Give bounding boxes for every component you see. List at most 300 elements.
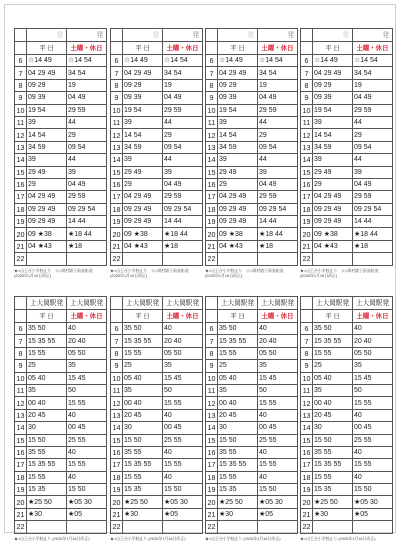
holiday-times: 35 — [353, 360, 393, 372]
holiday-times: 15 45 — [67, 372, 107, 384]
weekday-times: 00 40 — [218, 397, 258, 409]
hour-cell: 21 — [302, 510, 311, 520]
timetable-card — [14, 296, 101, 541]
hour-cell: 22 — [112, 254, 121, 264]
weekday-times: ★30 — [123, 508, 163, 520]
station-header-row — [15, 297, 107, 310]
weekday-times: 00 40 — [313, 397, 353, 409]
holiday-times: 15 45 — [163, 372, 203, 384]
hour-row — [301, 178, 393, 190]
hour-cell: 21 — [16, 510, 25, 520]
hour-row — [301, 335, 393, 347]
hour-cell: 13 — [207, 410, 216, 420]
hour-row — [206, 129, 298, 141]
hour-cell: 20 — [112, 497, 121, 507]
hour-cell: 22 — [112, 522, 121, 532]
hour-cell: 18 — [112, 204, 121, 214]
hour-cell: 17 — [302, 460, 311, 470]
station-name-holiday: 発 — [67, 29, 107, 42]
hour-cell: 12 — [16, 130, 25, 140]
hour-row — [15, 79, 107, 91]
hour-row — [301, 92, 393, 104]
hour-cell: 18 — [16, 472, 25, 482]
weekday-times: ★25 50 — [27, 496, 67, 508]
weekday-times: 09 39 — [313, 92, 353, 104]
weekday-times: 09 29 49 — [27, 203, 67, 215]
hour-cell: 14 — [302, 423, 311, 433]
holiday-times: 25 55 — [163, 434, 203, 446]
weekday-times: 04 29 49 — [27, 67, 67, 79]
station-name-holiday: 発 — [258, 29, 298, 42]
hour-cell: 17 — [16, 192, 25, 202]
holiday-times: 29 59 — [353, 104, 393, 116]
weekday-times: 29 — [27, 178, 67, 190]
hour-header-blank — [111, 29, 123, 42]
hour-cell: 10 — [16, 373, 25, 383]
holiday-times: 09 29 54 — [353, 203, 393, 215]
weekday-times: 15 35 55 — [27, 459, 67, 471]
hour-row — [206, 55, 298, 67]
holiday-header: 土曜・休日 — [163, 310, 203, 323]
hour-cell: 17 — [302, 192, 311, 202]
hour-cell: 20 — [302, 229, 311, 239]
holiday-times: 39 — [353, 166, 393, 178]
weekday-times: 15 35 — [123, 484, 163, 496]
footnote-legend: ★=山王台小学校止り ☆=岡村園子前発始発 — [14, 267, 93, 273]
hour-row — [301, 166, 393, 178]
weekday-times: 20 45 — [313, 409, 353, 421]
timetable-card — [205, 296, 292, 541]
timetable-card — [110, 296, 197, 541]
holiday-times: 20 40 — [353, 335, 393, 347]
hour-cell: 10 — [112, 105, 121, 115]
holiday-times: 19 — [258, 79, 298, 91]
holiday-times — [258, 253, 298, 265]
hour-row — [111, 484, 203, 496]
hour-row — [301, 240, 393, 252]
hour-row — [111, 372, 203, 384]
hour-row — [15, 446, 107, 458]
holiday-times: 00 45 — [258, 422, 298, 434]
hour-row — [111, 166, 203, 178]
hour-cell: 22 — [302, 254, 311, 264]
hour-row — [111, 129, 203, 141]
hour-cell: 15 — [302, 435, 311, 445]
hour-cell: 13 — [302, 142, 311, 152]
holiday-times: 14 44 — [67, 216, 107, 228]
hour-header-blank — [206, 42, 218, 55]
holiday-times: 39 — [67, 166, 107, 178]
weekday-times: 04 29 49 — [313, 67, 353, 79]
weekday-times: 20 45 — [27, 409, 67, 421]
weekday-times: 35 — [313, 384, 353, 396]
hour-row — [206, 471, 298, 483]
hour-row — [15, 409, 107, 421]
hour-cell: 8 — [15, 79, 27, 91]
hour-row — [301, 360, 393, 372]
hour-header-blank — [111, 297, 123, 310]
hour-row — [111, 521, 203, 533]
hour-cell: 9 — [111, 92, 123, 104]
weekday-times: 09 29 — [313, 79, 353, 91]
hour-cell: 18 — [302, 204, 311, 214]
holiday-times: ☆14 54 — [353, 55, 393, 67]
weekday-times — [27, 253, 67, 265]
hour-cell: 16 — [207, 180, 216, 190]
hour-cell: 9 — [301, 92, 313, 104]
weekday-times: 09 29 — [27, 79, 67, 91]
weekday-times: 04 29 49 — [27, 191, 67, 203]
station-name-weekday: 上大岡駅発 — [218, 297, 258, 310]
holiday-times: 40 — [67, 409, 107, 421]
weekday-times: 14 54 — [27, 129, 67, 141]
holiday-times: 04 49 — [163, 92, 203, 104]
hour-cell: 21 — [16, 242, 25, 252]
holiday-times: 29 — [67, 129, 107, 141]
hour-header-blank — [301, 29, 313, 42]
hour-row — [15, 434, 107, 446]
holiday-times: ★18 — [258, 240, 298, 252]
weekday-times: 19 54 — [123, 104, 163, 116]
weekday-times: 25 — [313, 360, 353, 372]
weekday-times: 30 — [123, 422, 163, 434]
weekday-times: 09 ★38 — [218, 228, 258, 240]
weekday-times: ★25 50 — [218, 496, 258, 508]
station-name-weekday: 発 — [27, 29, 67, 42]
hour-cell: 19 — [302, 485, 311, 495]
hour-row — [206, 191, 298, 203]
hour-cell: 20 — [302, 497, 311, 507]
station-header-row — [111, 297, 203, 310]
weekday-times — [123, 521, 163, 533]
holiday-times: 15 55 — [258, 397, 298, 409]
holiday-times: 09 29 54 — [163, 203, 203, 215]
hour-cell: 8 — [301, 347, 313, 359]
hour-row — [111, 323, 203, 335]
holiday-times: ★18 — [353, 240, 393, 252]
weekday-times: 00 40 — [123, 397, 163, 409]
holiday-times: 39 — [258, 166, 298, 178]
hour-cell: 9 — [301, 360, 313, 372]
holiday-times: ★05 30 — [163, 496, 203, 508]
hour-row — [301, 253, 393, 265]
hour-header-blank — [15, 29, 27, 42]
hour-cell: 16 — [302, 448, 311, 458]
holiday-times: 40 — [67, 323, 107, 335]
weekday-times: 25 — [218, 360, 258, 372]
hour-cell: 18 — [16, 204, 25, 214]
holiday-times: 40 — [163, 471, 203, 483]
holiday-times: 15 50 — [353, 484, 393, 496]
hour-cell: 22 — [207, 254, 216, 264]
weekday-times: 09 29 — [218, 79, 258, 91]
hour-cell: 8 — [206, 79, 218, 91]
hour-row — [206, 360, 298, 372]
holiday-times: 04 49 — [163, 178, 203, 190]
hour-row — [206, 323, 298, 335]
hour-cell: 21 — [207, 510, 216, 520]
hour-cell: 6 — [301, 323, 313, 335]
hour-cell: 7 — [301, 335, 313, 347]
holiday-times: 40 — [163, 446, 203, 458]
footnote-revision-date: (2025年1月16日改正) — [205, 272, 243, 278]
weekday-times: ★30 — [27, 508, 67, 520]
footnote-revision-date: (2025年1月16日改正) — [110, 272, 148, 278]
hour-row — [111, 191, 203, 203]
hour-row — [15, 129, 107, 141]
hour-row — [111, 496, 203, 508]
weekday-times: 29 — [123, 178, 163, 190]
holiday-times: 44 — [67, 154, 107, 166]
hour-cell: 7 — [206, 335, 218, 347]
hour-row — [206, 141, 298, 153]
hour-row — [15, 335, 107, 347]
weekday-times: 20 45 — [218, 409, 258, 421]
holiday-times: 25 55 — [258, 434, 298, 446]
hour-cell: 11 — [15, 384, 27, 396]
hour-cell: 16 — [112, 180, 121, 190]
hour-cell: 22 — [16, 254, 25, 264]
hour-header-blank — [15, 42, 27, 55]
hour-cell: 13 — [112, 410, 121, 420]
weekday-times: ★30 — [313, 508, 353, 520]
timetable-card — [110, 28, 197, 278]
hour-cell: 15 — [16, 167, 25, 177]
weekday-times: 30 — [27, 422, 67, 434]
weekday-times: ☆14 49 — [123, 55, 163, 67]
weekday-times: 05 40 — [123, 372, 163, 384]
weekday-times: 15 35 55 — [123, 459, 163, 471]
holiday-times: 00 45 — [353, 422, 393, 434]
footnote-revision-date: (2025年1月16日改正) — [14, 272, 52, 278]
holiday-times — [258, 521, 298, 533]
hour-cell: 17 — [207, 460, 216, 470]
hour-header-blank — [15, 310, 27, 323]
hour-cell: 21 — [112, 510, 121, 520]
weekday-times: 14 54 — [218, 129, 258, 141]
holiday-times: 50 — [163, 384, 203, 396]
footnote-legend: ★=山王台小学校止り (2025年1月16日改正) — [205, 535, 281, 541]
timetable-card — [300, 28, 387, 278]
hour-row — [111, 360, 203, 372]
weekday-header: 平 日 — [27, 310, 67, 323]
hour-row — [301, 397, 393, 409]
hour-cell: 18 — [207, 204, 216, 214]
holiday-times: 15 55 — [163, 459, 203, 471]
hour-cell: 8 — [206, 347, 218, 359]
hour-cell: 19 — [16, 485, 25, 495]
weekday-times: 15 55 — [123, 347, 163, 359]
hour-header-blank — [15, 297, 27, 310]
hour-row — [301, 141, 393, 153]
hour-row — [111, 116, 203, 128]
holiday-header: 土曜・休日 — [258, 42, 298, 55]
weekday-times: 09 29 49 — [123, 203, 163, 215]
station-header-row — [301, 29, 393, 42]
hour-cell: 12 — [302, 398, 311, 408]
weekday-times: 15 55 — [123, 471, 163, 483]
hour-row — [206, 446, 298, 458]
day-type-header-row — [15, 42, 107, 55]
holiday-times: 19 — [67, 79, 107, 91]
weekday-times: 09 29 49 — [27, 216, 67, 228]
hour-cell: 21 — [112, 242, 121, 252]
weekday-times: 29 — [218, 178, 258, 190]
holiday-header: 土曜・休日 — [258, 310, 298, 323]
holiday-times: 00 45 — [163, 422, 203, 434]
hour-row — [111, 55, 203, 67]
holiday-times: 44 — [258, 154, 298, 166]
day-type-header-row — [111, 310, 203, 323]
hour-row — [206, 240, 298, 252]
hour-row — [111, 154, 203, 166]
hour-row — [206, 397, 298, 409]
hour-header-blank — [111, 310, 123, 323]
weekday-times: 09 39 — [123, 92, 163, 104]
hour-row — [15, 141, 107, 153]
holiday-times: 40 — [258, 409, 298, 421]
timetable — [110, 296, 203, 534]
holiday-times: ★05 — [67, 508, 107, 520]
hour-row — [111, 459, 203, 471]
hour-row — [15, 240, 107, 252]
hour-cell: 6 — [111, 55, 123, 67]
hour-row — [206, 154, 298, 166]
holiday-times: 04 49 — [353, 92, 393, 104]
hour-row — [15, 67, 107, 79]
footnote-legend: ★=山王台小学校止り ☆=岡村園子前発始発 — [205, 267, 284, 273]
weekday-times: 04 29 49 — [218, 67, 258, 79]
weekday-times: 34 59 — [313, 141, 353, 153]
hour-row — [15, 384, 107, 396]
hour-row — [111, 508, 203, 520]
weekday-times: 15 55 — [218, 347, 258, 359]
weekday-times: 19 54 — [27, 104, 67, 116]
weekday-times: 15 55 — [313, 347, 353, 359]
hour-cell: 19 — [16, 217, 25, 227]
holiday-times: 29 59 — [67, 104, 107, 116]
holiday-times: 05 50 — [353, 347, 393, 359]
hour-row — [206, 459, 298, 471]
weekday-times — [27, 521, 67, 533]
holiday-times: 44 — [353, 116, 393, 128]
holiday-times: 09 29 54 — [258, 203, 298, 215]
weekday-times: 30 — [313, 422, 353, 434]
hour-cell: 16 — [16, 448, 25, 458]
hour-row — [111, 178, 203, 190]
hour-row — [301, 422, 393, 434]
hour-row — [15, 166, 107, 178]
hour-cell: 10 — [16, 105, 25, 115]
hour-row — [301, 384, 393, 396]
holiday-times: ★05 — [258, 508, 298, 520]
holiday-times: ☆14 54 — [258, 55, 298, 67]
hour-row — [206, 178, 298, 190]
weekday-times: 05 40 — [313, 372, 353, 384]
hour-header-blank — [206, 29, 218, 42]
weekday-times: 39 — [27, 154, 67, 166]
hour-cell: 16 — [302, 180, 311, 190]
hour-cell: 19 — [207, 217, 216, 227]
weekday-times: 15 50 — [123, 434, 163, 446]
hour-row — [301, 116, 393, 128]
timetable — [110, 28, 203, 266]
weekday-header: 平 日 — [123, 310, 163, 323]
hour-cell: 8 — [111, 79, 123, 91]
weekday-times: 34 59 — [123, 141, 163, 153]
holiday-times: 15 50 — [258, 484, 298, 496]
hour-row — [206, 79, 298, 91]
hour-row — [15, 471, 107, 483]
hour-cell: 11 — [206, 116, 218, 128]
weekday-header: 平 日 — [123, 42, 163, 55]
weekday-times: 04 ★43 — [313, 240, 353, 252]
weekday-times: 15 55 — [27, 347, 67, 359]
weekday-header: 平 日 — [313, 42, 353, 55]
holiday-times: 14 44 — [163, 216, 203, 228]
hour-row — [111, 347, 203, 359]
holiday-times: ★18 44 — [67, 228, 107, 240]
weekday-times: 04 29 49 — [218, 191, 258, 203]
weekday-times: 15 35 55 — [123, 335, 163, 347]
holiday-times: 15 45 — [258, 372, 298, 384]
holiday-times — [353, 253, 393, 265]
hour-row — [15, 360, 107, 372]
holiday-header: 土曜・休日 — [163, 42, 203, 55]
timetable — [300, 28, 393, 266]
holiday-times: 29 59 — [163, 191, 203, 203]
weekday-times: ☆14 49 — [27, 55, 67, 67]
weekday-times: 35 — [27, 384, 67, 396]
holiday-times: ★18 44 — [353, 228, 393, 240]
hour-cell: 16 — [16, 180, 25, 190]
weekday-times: 15 50 — [313, 434, 353, 446]
holiday-times: 04 49 — [67, 178, 107, 190]
hour-row — [111, 422, 203, 434]
holiday-times: 20 40 — [67, 335, 107, 347]
holiday-times: 35 — [258, 360, 298, 372]
weekday-times: ☆14 49 — [313, 55, 353, 67]
hour-row — [301, 459, 393, 471]
hour-row — [111, 79, 203, 91]
station-header-row — [301, 297, 393, 310]
station-name-holiday: 上大岡駅発 — [353, 297, 393, 310]
hour-row — [301, 154, 393, 166]
hour-cell: 15 — [302, 167, 311, 177]
weekday-times: 39 — [123, 116, 163, 128]
hour-header-blank — [206, 310, 218, 323]
timetable-card — [300, 296, 387, 541]
hour-row — [301, 508, 393, 520]
hour-cell: 10 — [207, 105, 216, 115]
weekday-times: 09 29 — [123, 79, 163, 91]
hour-cell: 9 — [111, 360, 123, 372]
station-name-weekday: 上大岡駅発 — [313, 297, 353, 310]
hour-cell: 7 — [111, 67, 123, 79]
holiday-times: 29 — [258, 129, 298, 141]
hour-row — [15, 323, 107, 335]
weekday-times — [313, 521, 353, 533]
holiday-header: 土曜・休日 — [67, 42, 107, 55]
weekday-times: 39 — [123, 154, 163, 166]
hour-row — [301, 446, 393, 458]
holiday-times: 20 40 — [258, 335, 298, 347]
hour-row — [301, 203, 393, 215]
hour-row — [111, 335, 203, 347]
weekday-times: 35 50 — [123, 323, 163, 335]
hour-cell: 18 — [302, 472, 311, 482]
holiday-times: 04 49 — [353, 178, 393, 190]
